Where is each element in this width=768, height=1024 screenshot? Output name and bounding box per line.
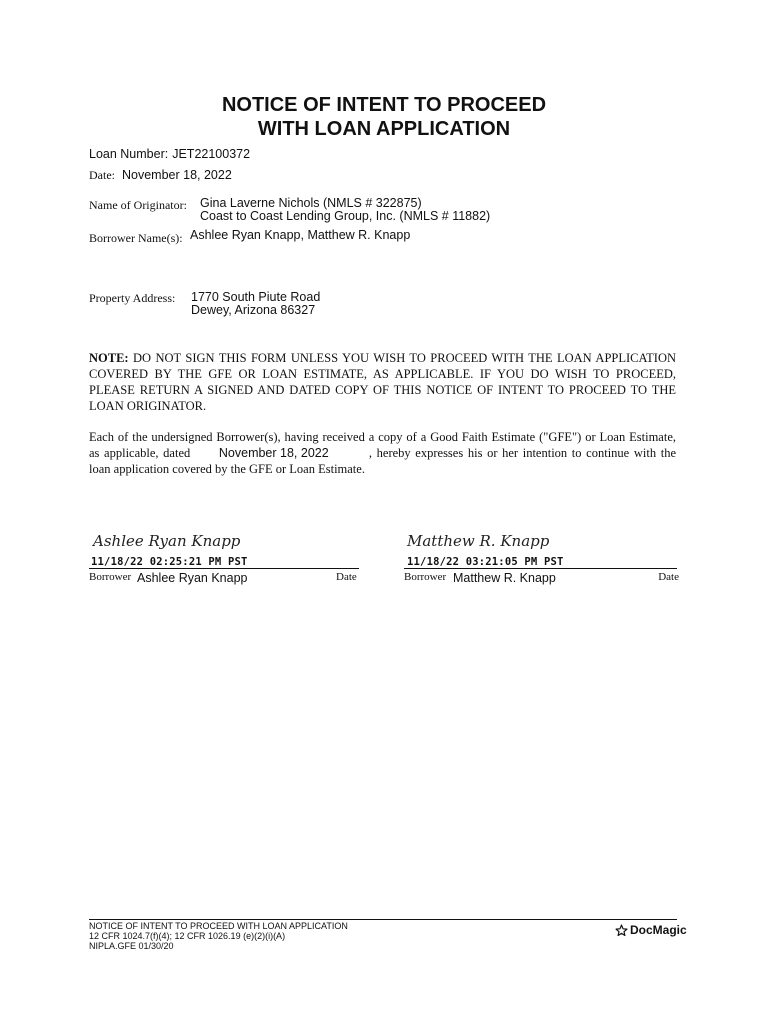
borrower1-timestamp: 11/18/22 02:25:21 PM PST [91,556,248,568]
document-title-line2: WITH LOAN APPLICATION [257,118,511,140]
star-icon [615,924,628,937]
borrower1-name: Ashlee Ryan Knapp [137,571,248,585]
docmagic-logo [615,923,687,937]
date-row [89,166,232,184]
borrower2-date-label: Date [658,571,679,583]
originator-name: Gina Laverne Nichols (NMLS # 322875) [200,196,422,210]
originator-company: Coast to Coast Lending Group, Inc. (NMLS # 11882) [200,209,491,223]
borrower2-signature-line [404,568,677,569]
borrower-names-label: Borrower Name(s): [89,231,183,245]
loan-number-label: Loan Number: [89,147,169,161]
footer-cfr-reference: 12 CFR 1024.7(f)(4); 12 CFR 1026.19 (e)(2)(i)(A) [89,931,286,941]
footer-form-title: NOTICE OF INTENT TO PROCEED WITH LOAN APPLICATION [89,921,348,931]
borrower2-name: Matthew R. Knapp [453,571,556,585]
document-title-line1: NOTICE OF INTENT TO PROCEED [221,94,547,116]
date-label: Date: [89,168,115,182]
borrower1-role-label: Borrower [89,571,132,583]
borrower1-date-label: Date [336,571,357,583]
statement-text-after: , hereby expresses his or her intention to continue with the loan application covered by the GFE or Loan Estimate. [89,446,676,476]
statement-paragraph [89,429,676,477]
borrower2-timestamp: 11/18/22 03:21:05 PM PST [407,556,564,568]
loan-number-value: JET22100372 [172,147,251,161]
docmagic-logo-text: DocMagic [630,923,687,937]
borrower2-signature: Matthew R. Knapp [407,532,550,550]
originator-label: Name of Originator: [89,198,187,212]
date-value: November 18, 2022 [122,168,232,182]
property-address-line2: Dewey, Arizona 86327 [191,303,316,317]
footer-rule [89,919,677,920]
borrower1-signature-line [89,568,359,569]
borrower-names-value: Ashlee Ryan Knapp, Matthew R. Knapp [190,228,411,242]
footer-form-code: NIPLA.GFE 01/30/20 [89,941,174,951]
note-paragraph [89,350,676,414]
property-address-line1: 1770 South Piute Road [191,290,321,304]
note-bold-label: NOTE: [89,351,129,365]
note-text: DO NOT SIGN THIS FORM UNLESS YOU WISH TO PROCEED WITH THE LOAN APPLICATION COVERED BY THE GFE OR LOAN ESTIMATE, AS APPLICABLE. IF YOU DO WISH TO PROCEED, PLEASE RETURN A SIGNED AND DATED COPY OF THIS NOTICE OF INTENT TO PROCEED TO THE LOAN ORIGINATOR. [89,351,676,413]
loan-number-row [89,145,250,163]
borrower2-role-label: Borrower [404,571,447,583]
property-address-label: Property Address: [89,291,176,305]
statement-text-before: Each of the undersigned Borrower(s), having received a copy of a Good Faith Estimate ("GFE") or Loan Estimate, as applicable, dated [89,430,676,460]
statement-date: November 18, 2022 [218,446,329,460]
borrower1-signature: Ashlee Ryan Knapp [93,532,241,550]
